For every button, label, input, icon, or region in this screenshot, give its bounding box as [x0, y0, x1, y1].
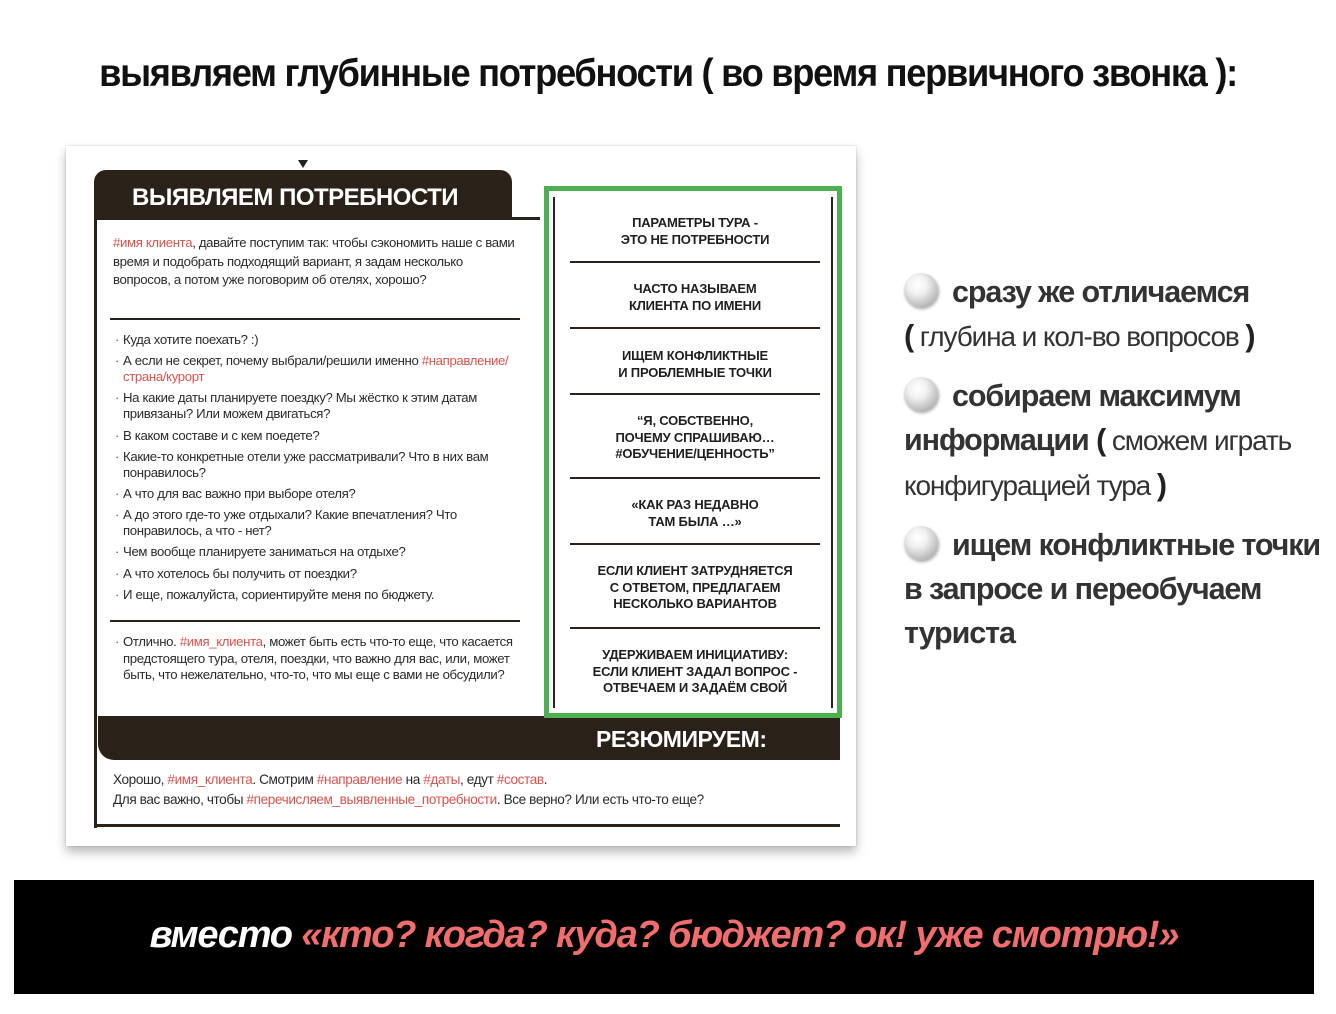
pointer-arrow-icon — [298, 160, 308, 168]
question-list — [115, 332, 527, 608]
tip-divider — [570, 261, 820, 263]
bullet-icon — [904, 377, 938, 411]
resume-heading: РЕЗЮМИРУЕМ: — [596, 726, 767, 752]
tip-item: ПАРАМЕТРЫ ТУРА - ЭТО НЕ ПОТРЕБНОСТИ — [620, 215, 770, 247]
bullet-icon — [904, 526, 938, 560]
list-item: · В каком составе и с кем поедете? — [115, 428, 527, 444]
tip-item: «КАК РАЗ НЕДАВНО ТАМ БЫЛА …» — [631, 497, 759, 529]
tip-divider — [570, 477, 820, 479]
tip-divider — [570, 543, 820, 545]
heading-underline — [510, 217, 540, 220]
list-item: · И еще, пожалуйста, сориентируйте меня по бюджету. — [115, 587, 527, 603]
tips-column — [544, 186, 842, 718]
key-points — [904, 270, 1324, 670]
intro-text: , давайте поступим так: чтобы сэкономить наше с вами время и подобрать подходящий вариант, я задам несколько вопросов, а потом уже поговорим об отелях, хорошо? — [113, 235, 515, 288]
tip-divider — [570, 627, 820, 629]
tip-item: УДЕРЖИВАЕМ ИНИЦИАТИВУ: ЕСЛИ КЛИЕНТ ЗАДАЛ ВОПРОС - ОТВЕЧАЕМ И ЗАДАЁМ СВОЙ — [592, 647, 798, 695]
bottom-banner — [14, 880, 1314, 994]
card-frame-bottom — [94, 824, 840, 827]
script-card — [66, 146, 856, 846]
list-item: · Чем вообще планируете заниматься на отдыхе? — [115, 544, 527, 560]
banner-prefix: вместо — [149, 914, 302, 956]
bullet-point: сразу же отличаемся ( глубина и кол-во вопросов ) — [904, 275, 1255, 353]
tip-item: “Я, СОБСТВЕННО, ПОЧЕМУ СПРАШИВАЮ… #ОБУЧЕНИЕ/ЦЕННОСТЬ” — [615, 413, 775, 461]
list-item: · А до этого где-то уже отдыхали? Какие впечатления? Что понравилось, а что - нет? — [115, 507, 527, 539]
list-item: · А что хотелось бы получить от поездки? — [115, 566, 527, 582]
card-heading: ВЫЯВЛЯЕМ ПОТРЕБНОСТИ — [94, 170, 512, 220]
bullet-point: ищем конфликтные точки в запросе и переобучаем туриста — [904, 528, 1321, 650]
bullet-point: собираем максимум информации ( сможем играть конфигурацией тура ) — [904, 379, 1292, 502]
divider — [110, 620, 520, 622]
tip-item: ЧАСТО НАЗЫВАЕМ КЛИЕНТА ПО ИМЕНИ — [628, 281, 762, 313]
card-frame-left — [94, 216, 97, 828]
banner-text — [14, 914, 1314, 957]
list-item: · На какие даты планируете поездку? Мы жёстко к этим датам привязаны? Или можем двигаться? — [115, 390, 527, 422]
tip-divider — [570, 327, 820, 329]
banner-quote: «кто? когда? куда? бюджет? ок! уже смотрю!» — [301, 914, 1179, 956]
slide-title: выявляем глубинные потребности ( во время первичного звонка ): — [99, 52, 1237, 95]
bullet-icon — [904, 273, 938, 307]
client-name-tag: #имя клиента — [113, 235, 193, 250]
tip-item: ЕСЛИ КЛИЕНТ ЗАТРУДНЯЕТСЯ С ОТВЕТОМ, ПРЕДЛАГАЕМ НЕСКОЛЬКО ВАРИАНТОВ — [597, 563, 793, 611]
tip-divider — [570, 393, 820, 395]
tips-inner-frame — [553, 197, 833, 708]
list-item: · Какие-то конкретные отели уже рассматривали? Что в них вам понравилось? — [115, 449, 527, 481]
list-item: · А что для вас важно при выборе отеля? — [115, 486, 527, 502]
closing-paragraph: · Отлично. #имя_клиента, может быть есть что-то еще, что касается предстоящего тура, отеля, поездки, что важно для вас, или, может быть, что нежелательно, что-то, что мы еще с вами не обсудили? — [115, 634, 525, 684]
list-item: · Куда хотите поехать? :) — [115, 332, 527, 348]
intro-paragraph — [113, 234, 523, 290]
list-item: · А если не секрет, почему выбрали/решили именно #направление/страна/курорт — [115, 353, 527, 385]
tip-item: ИЩЕМ КОНФЛИКТНЫЕ И ПРОБЛЕМНЫЕ ТОЧКИ — [618, 348, 772, 380]
divider — [110, 318, 520, 320]
summary-text: Хорошо, #имя_клиента. Смотрим #направление на #даты, едут #состав. Для вас важно, чтобы #перечисляем_выявленные_потребности. Все верно? Или есть что-то еще? — [113, 772, 704, 807]
